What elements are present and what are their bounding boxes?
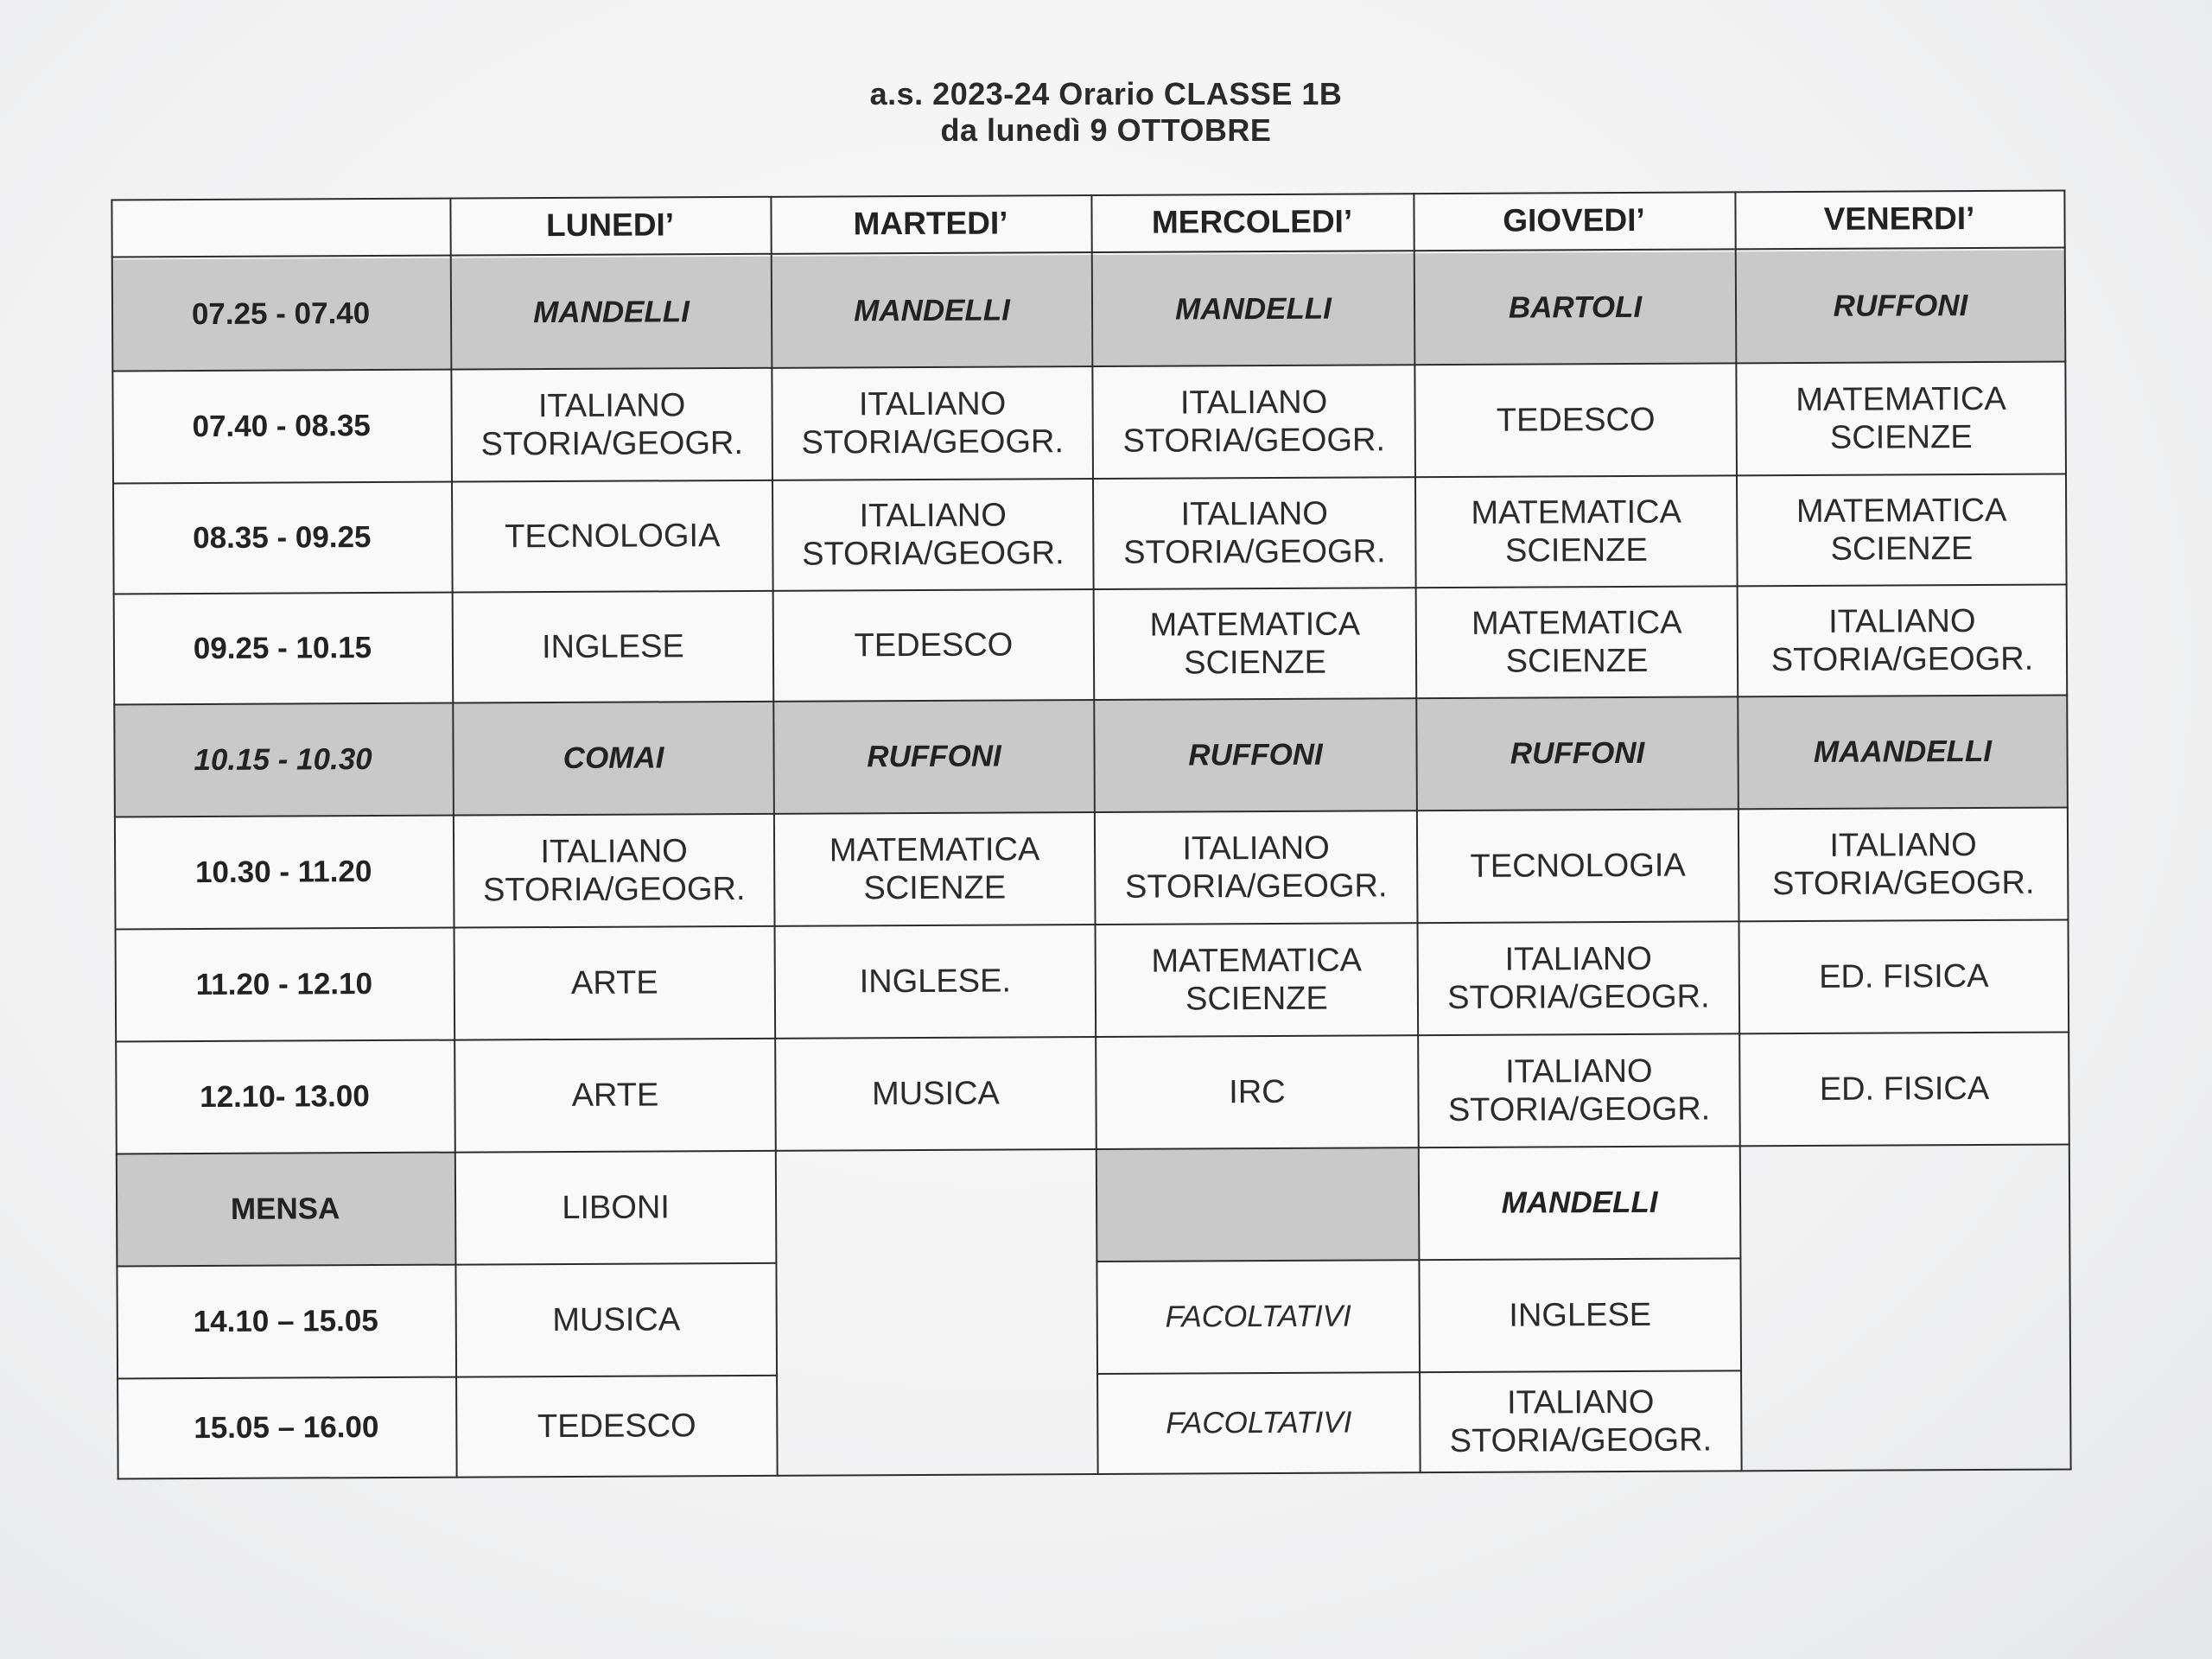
- cell-text-line: ITALIANO: [1504, 940, 1652, 978]
- teacher-cell: [452, 257, 772, 369]
- teacher-cell: [1420, 1147, 1740, 1259]
- cell-text-line: TEDESCO: [537, 1408, 696, 1446]
- subject-cell: [1737, 362, 2065, 474]
- subject-cell: [455, 927, 775, 1039]
- subject-cell: [774, 590, 1094, 701]
- subject-cell: [452, 369, 772, 481]
- time-slot: 09.25 - 10.15: [113, 594, 453, 704]
- cell-text-line: SCIENZE: [1185, 980, 1328, 1018]
- cell-text-line: ITALIANO: [1180, 495, 1328, 533]
- document-title: a.s. 2023-24 Orario CLASSE 1B: [869, 76, 1343, 111]
- subject-cell: [1417, 587, 1738, 697]
- cell-text-line: STORIA/GEOGR.: [802, 535, 1065, 573]
- teacher-cell: [774, 701, 1094, 813]
- cell-text-line: MATEMATICA: [1796, 380, 2006, 419]
- cell-text-line: ED. FISICA: [1819, 1070, 1990, 1108]
- time-slot: MENSA: [116, 1154, 455, 1266]
- cell-text-line: ITALIANO: [1828, 602, 1976, 640]
- cell-text-line: ARTE: [570, 964, 658, 1001]
- subject-cell: [1419, 1034, 1739, 1147]
- teacher-cell: [1417, 697, 1738, 810]
- cell-text-line: STORIA/GEOGR.: [1449, 1421, 1713, 1459]
- cell-text-line: COMAI: [563, 741, 664, 775]
- time-slot: 14.10 – 15.05: [116, 1266, 455, 1378]
- cell-text-line: ITALIANO: [1182, 830, 1330, 868]
- teacher-cell: [772, 255, 1092, 367]
- subject-cell: [1738, 585, 2067, 696]
- teacher-cell: [1095, 699, 1416, 811]
- cell-text-line: ED. FISICA: [1819, 957, 1989, 995]
- subject-cell: [773, 480, 1093, 590]
- subject-cell: [453, 481, 772, 592]
- timetable: [111, 189, 2069, 1478]
- cell-text-line: MATEMATICA: [1471, 604, 1682, 642]
- subject-cell: [1095, 588, 1416, 699]
- subject-cell: [1739, 808, 2068, 920]
- time-slot: 07.40 - 08.35: [111, 371, 451, 483]
- subject-cell: [454, 815, 774, 927]
- subject-cell: [1096, 1036, 1418, 1148]
- cell-text-line: MANDELLI: [1175, 291, 1332, 327]
- cell-text-line: STORIA/GEOGR.: [1122, 422, 1386, 460]
- subject-cell: [1421, 1371, 1741, 1471]
- subject-cell: [456, 1152, 776, 1264]
- cell-text-line: TECNOLOGIA: [1470, 847, 1686, 885]
- cell-text-line: IRC: [1229, 1073, 1286, 1111]
- time-slot: 07.25 - 07.40: [111, 258, 451, 371]
- cell-text-line: SCIENZE: [863, 869, 1007, 907]
- cell-text-line: MANDELLI: [533, 295, 690, 330]
- cell-text-line: ITALIANO: [540, 833, 688, 871]
- cell-text-line: ITALIANO: [1505, 1052, 1653, 1090]
- cell-text-line: MUSICA: [552, 1301, 681, 1339]
- time-slot: 08.35 - 09.25: [112, 483, 452, 594]
- subject-cell: [1415, 364, 1736, 476]
- teacher-cell: [1097, 1148, 1419, 1261]
- subject-cell: [1094, 478, 1415, 588]
- subject-cell: [1420, 1259, 1740, 1371]
- cell-text-line: STORIA/GEOGR.: [1447, 1090, 1711, 1128]
- optional-cell: [1097, 1261, 1419, 1373]
- cell-text-line: STORIA/GEOGR.: [1772, 864, 2035, 903]
- cell-text-line: STORIA/GEOGR.: [1125, 868, 1388, 906]
- cell-text-line: STORIA/GEOGR.: [801, 423, 1065, 461]
- day-header: VENERDI’: [1734, 189, 2063, 248]
- cell-text-line: TEDESCO: [1496, 401, 1656, 439]
- cell-text-line: INGLESE.: [859, 963, 1012, 1001]
- cell-text-line: RUFFONI: [1833, 289, 1968, 323]
- cell-text-line: MANDELLI: [1501, 1185, 1658, 1220]
- cell-text-line: ITALIANO: [1506, 1383, 1655, 1421]
- optional-cell: [1098, 1373, 1420, 1473]
- subject-cell: [772, 367, 1092, 480]
- cell-text-line: INGLESE: [541, 628, 684, 666]
- document-subtitle: da lunedì 9 OTTOBRE: [940, 112, 1272, 148]
- subject-cell: [1740, 920, 2069, 1033]
- day-header: MERCOLEDI’: [1090, 193, 1413, 251]
- subject-cell: [1416, 476, 1737, 587]
- teacher-cell: [454, 702, 773, 815]
- cell-text-line: TECNOLOGIA: [505, 518, 721, 556]
- cell-text-line: SCIENZE: [1830, 531, 1974, 568]
- teacher-cell: [1737, 250, 2065, 362]
- subject-cell: [1740, 1033, 2069, 1145]
- cell-text-line: STORIA/GEOGR.: [480, 424, 744, 463]
- cell-text-line: STORIA/GEOGR.: [483, 870, 746, 909]
- time-slot: 10.30 - 11.20: [114, 817, 454, 929]
- cell-text-line: ITALIANO: [859, 497, 1007, 535]
- subject-cell: [456, 1264, 776, 1376]
- subject-cell: [1419, 922, 1739, 1034]
- cell-text-line: BARTOLI: [1508, 289, 1643, 325]
- cell-text-line: INGLESE: [1509, 1296, 1652, 1334]
- cell-text-line: STORIA/GEOGR.: [1770, 640, 2034, 679]
- time-slot: 12.10- 13.00: [115, 1041, 454, 1154]
- cell-text-line: MATEMATICA: [1151, 942, 1363, 980]
- cell-text-line: RUFFONI: [1510, 735, 1645, 771]
- subject-cell: [1418, 810, 1738, 922]
- subject-cell: [1093, 365, 1414, 478]
- time-slot: 15.05 – 16.00: [117, 1378, 456, 1478]
- subject-cell: [776, 925, 1096, 1038]
- cell-text-line: SCIENZE: [1504, 531, 1648, 569]
- cell-text-line: FACOLTATIVI: [1166, 1405, 1352, 1440]
- cell-text-line: MANDELLI: [854, 293, 1011, 328]
- teacher-cell: [1415, 251, 1736, 364]
- teacher-cell: [1738, 696, 2067, 808]
- day-header: MARTEDI’: [770, 194, 1090, 253]
- teacher-cell: [1093, 253, 1414, 365]
- day-header: GIOVEDI’: [1413, 191, 1734, 250]
- cell-text-line: MUSICA: [871, 1075, 1000, 1113]
- cell-text-line: ITALIANO: [1179, 384, 1328, 422]
- cell-text-line: SCIENZE: [1184, 644, 1326, 682]
- subject-cell: [776, 1038, 1096, 1150]
- cell-text-line: MAANDELLI: [1813, 734, 1993, 769]
- time-slot: 11.20 - 12.10: [115, 929, 454, 1041]
- cell-text-line: MATEMATICA: [1796, 492, 2007, 531]
- cell-text-line: SCIENZE: [1505, 642, 1649, 680]
- cell-text-line: ITALIANO: [858, 385, 1007, 423]
- cell-text-line: STORIA/GEOGR.: [1123, 533, 1386, 571]
- cell-text-line: RUFFONI: [1188, 737, 1323, 772]
- subject-cell: [454, 592, 773, 702]
- header-corner: [111, 198, 449, 257]
- cell-text-line: ITALIANO: [537, 387, 686, 425]
- cell-text-line: MATEMATICA: [1471, 493, 1682, 531]
- cell-text-line: ARTE: [571, 1077, 659, 1114]
- subject-cell: [1096, 924, 1418, 1036]
- cell-text-line: LIBONI: [562, 1189, 671, 1226]
- cell-text-line: RUFFONI: [867, 739, 1001, 774]
- subject-cell: [775, 813, 1095, 925]
- cell-text-line: SCIENZE: [1829, 419, 1973, 456]
- day-header: LUNEDI’: [449, 196, 770, 255]
- time-slot: 10.15 - 10.30: [113, 704, 453, 817]
- cell-text-line: ITALIANO: [1829, 826, 1977, 864]
- subject-cell: [455, 1039, 775, 1152]
- cell-text-line: MATEMATICA: [829, 831, 1040, 869]
- subject-cell: [457, 1376, 777, 1477]
- cell-text-line: MATEMATICA: [1149, 606, 1361, 644]
- cell-text-line: FACOLTATIVI: [1165, 1299, 1351, 1334]
- cell-text-line: TEDESCO: [854, 626, 1014, 664]
- subject-cell: [1738, 474, 2066, 585]
- cell-text-line: STORIA/GEOGR.: [1447, 978, 1710, 1016]
- subject-cell: [1096, 811, 1417, 924]
